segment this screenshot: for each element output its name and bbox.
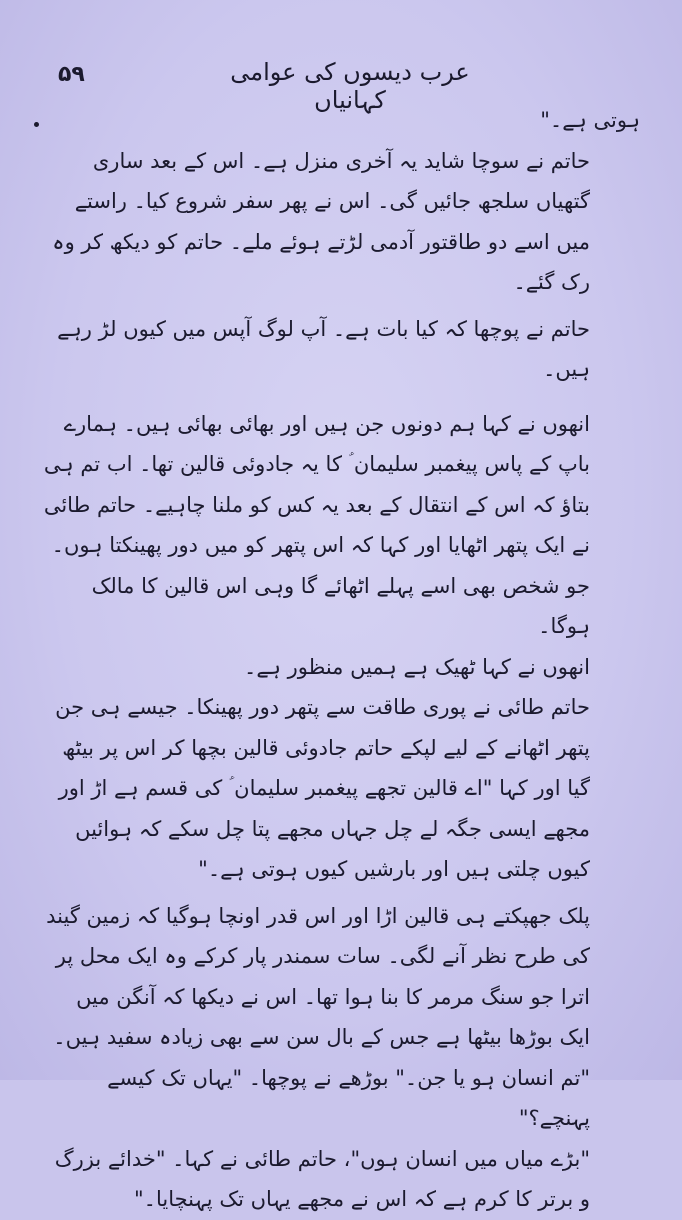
running-title: عرب دیسوں کی عوامی کہانیاں xyxy=(230,58,470,114)
paragraph: انھوں نے کہا ٹھیک ہے ہمیں منظور ہے۔ xyxy=(244,654,590,679)
page-number: ۵۹ xyxy=(58,62,85,87)
paragraph: پلک جھپکتے ہی قالین اڑا اور اس قدر اونچا ہوگیا کہ زمین گیند کی طرح نظر آنے لگی۔ سات سمندر پار کرکے وہ ایک محل پر اترا جو سنگ مرمر کا بنا ہوا تھا۔ اس نے دیکھا کہ آنگن میں ایک بوڑھا بیٹھا ہے جس کے بال سن سے بھی زیادہ سفید ہیں۔ xyxy=(46,903,590,1049)
paragraph: "بڑے میاں میں انسان ہوں"، حاتم طائی نے کہا۔ "خدائے بزرگ و برتر کا کرم ہے کہ اس نے مجھے یہاں تک پہنچایا۔" xyxy=(54,1146,590,1211)
paragraph: انھوں نے کہا ہم دونوں جن ہیں اور بھائی بھائی ہیں۔ ہمارے باپ کے پاس پیغمبر سلیمان ؑ کا یہ جادوئی قالین تھا۔ اب تم ہی بتاؤ کہ اس کے انتقال کے بعد یہ کس کو ملنا چاہیے۔ حاتم طائی نے ایک پتھر اٹھایا اور کہا کہ اس پتھر کو میں دور پھینکتا ہوں۔ جو شخص بھی اسے پہلے اٹھائے گا وہی اس قالین کا مالک ہوگا۔ xyxy=(43,411,590,638)
paragraph: ہوتی ہے۔" xyxy=(540,108,640,132)
paragraph: حاتم نے سوچا شاید یہ آخری منزل ہے۔ اس کے بعد ساری گتھیاں سلجھ جائیں گی۔ اس نے پھر سفر شروع کیا۔ راستے میں اسے دو طاقتور آدمی لڑتے ہوئے ملے۔ حاتم کو دیکھ کر وہ رک گئے۔ xyxy=(52,148,590,294)
paragraph: حاتم طائی نے پوری طاقت سے پتھر دور پھینکا۔ جیسے ہی جن پتھر اٹھانے کے لیے لپکے حاتم جادوئی قالین بچھا کر اس پر بیٹھ گیا اور کہا "اے قالین تجھے پیغمبر سلیمان ؑ کی قسم ہے اڑ اور مجھے ایسی جگہ لے چل جہاں مجھے پتا چل سکے کہ ہوائیں کیوں چلتی ہیں اور بارشیں کیوں ہوتی ہے۔" xyxy=(55,695,590,881)
paragraph: حاتم نے پوچھا کہ کیا بات ہے۔ آپ لوگ آپس میں کیوں لڑ رہے ہیں۔ xyxy=(57,316,590,381)
paragraph: "تم انسان ہو یا جن۔" بوڑھے نے پوچھا۔ "یہاں تک کیسے پہنچے؟" xyxy=(107,1065,590,1130)
ink-dot xyxy=(34,122,39,127)
body-text xyxy=(40,100,640,1220)
